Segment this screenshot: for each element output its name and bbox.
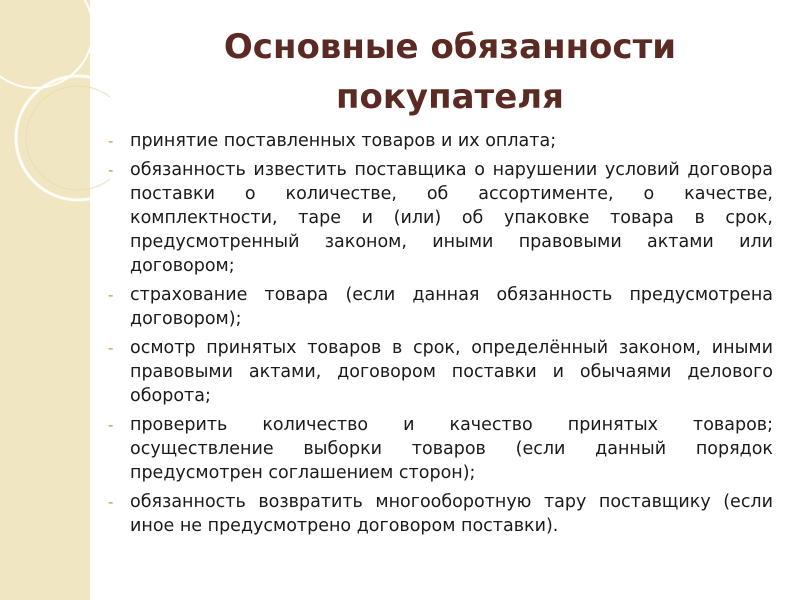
bullet-list — [108, 129, 773, 543]
list-item — [108, 490, 773, 538]
page-title: Основные обязанности покупателя — [223, 27, 677, 117]
bullet-dash-icon: - — [108, 161, 114, 179]
bullet-dash-icon: - — [108, 493, 114, 511]
bullet-dash-icon: - — [108, 132, 114, 150]
bullet-dash-icon: - — [108, 286, 114, 304]
list-item-text: принятие поставленных товаров и их оплата; — [130, 131, 557, 151]
list-item-text: осмотр принятых товаров в срок, определённый законом, иными правовыми актами, договором поставки и обычаями делового оборота; — [130, 338, 773, 406]
list-item-text: обязанность возвратить многооборотную тару поставщику (если иное не предусмотрено договором поставки). — [130, 492, 773, 536]
list-item-text: страхование товара (если данная обязанность предусмотрена договором); — [130, 285, 773, 329]
list-item-text: проверить количество и качество принятых товаров; осуществление выборки товаров (если данный порядок предусмотрен соглашением сторон); — [130, 415, 773, 483]
list-item — [108, 158, 773, 278]
list-item — [108, 413, 773, 485]
bullet-dash-icon: - — [108, 339, 114, 357]
list-item — [108, 283, 773, 331]
decorative-rings-icon — [0, 0, 110, 600]
list-item-text: обязанность известить поставщика о нарушении условий договора поставки о количестве, об ассортименте, о качестве, комплектности, таре и (или) об упаковке товара в срок, предусмотренный законом, иными правовыми актами или договором; — [130, 160, 773, 276]
list-item — [108, 129, 773, 153]
bullet-dash-icon: - — [108, 416, 114, 434]
list-item — [108, 336, 773, 408]
